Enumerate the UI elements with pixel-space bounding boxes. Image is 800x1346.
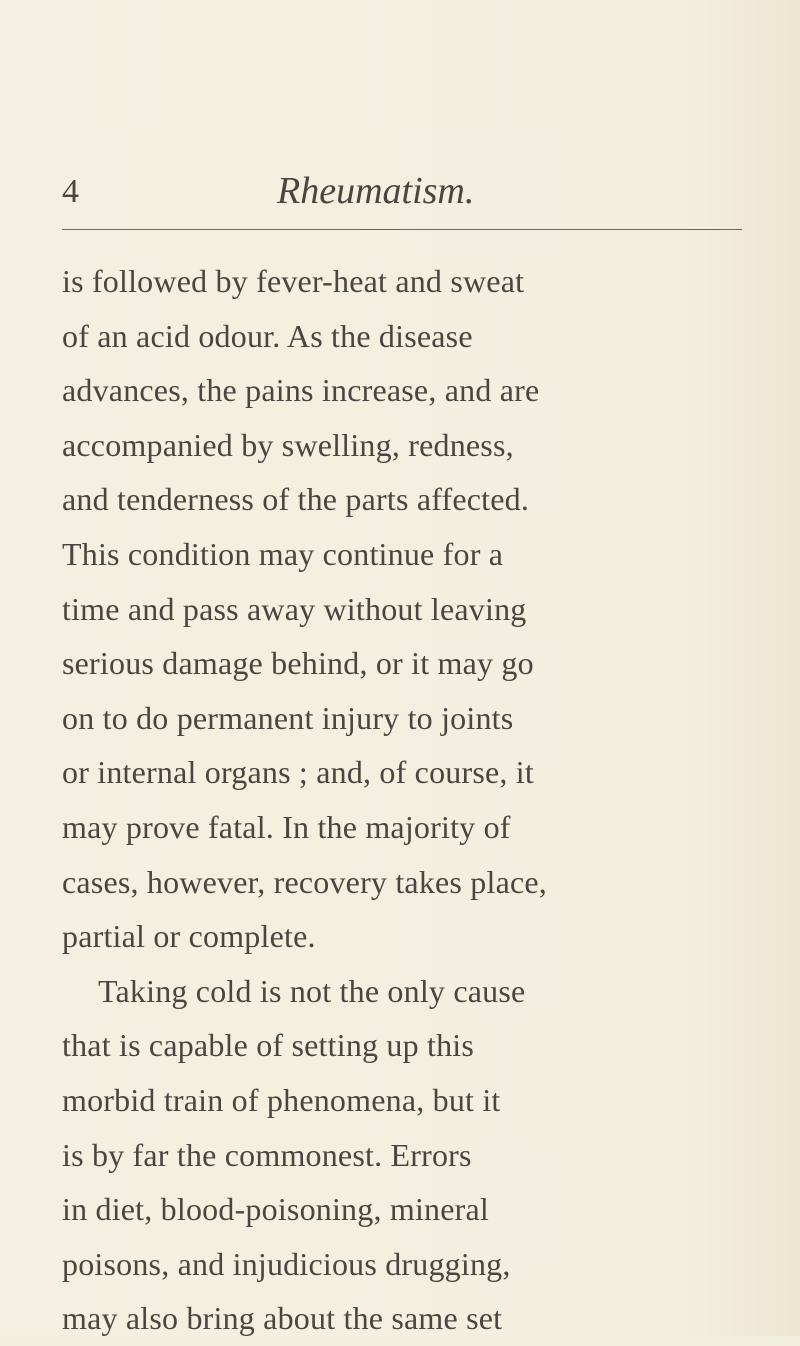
text-line: is followed by fever-heat and sweat — [62, 263, 525, 299]
text-line: time and pass away without leaving — [62, 590, 527, 627]
text-line: serious damage behind, or it may go — [62, 645, 534, 682]
text-line: and tenderness of the parts affected. — [62, 481, 530, 518]
running-title: Rheumatism. — [277, 170, 475, 212]
text-line: advances, the pains increase, and are — [62, 372, 540, 409]
text-line: in diet, blood-poisoning, mineral — [62, 1191, 489, 1228]
page-number: 4 — [62, 173, 79, 210]
text-line: may prove fatal. In the majority of — [62, 808, 511, 845]
text-line: or internal organs ; and, of course, it — [62, 754, 534, 791]
text-line: may also bring about the same set — [62, 1300, 503, 1337]
text-line: on to do permanent injury to joints — [62, 699, 514, 736]
text-line: that is capable of setting up this — [62, 1027, 475, 1064]
text-line: This condition may continue for a — [62, 535, 504, 572]
body-text — [62, 254, 752, 1346]
text-line: is by far the commonest. Errors — [62, 1136, 472, 1173]
header-rule — [62, 229, 742, 230]
text-line: morbid train of phenomena, but it — [62, 1081, 501, 1118]
text-line: poisons, and injudicious drugging, — [62, 1245, 511, 1282]
text-line: cases, however, recovery takes place, — [62, 863, 547, 900]
page-header — [62, 170, 742, 220]
text-line: accompanied by swelling, redness, — [62, 426, 514, 463]
text-line: partial or complete. — [62, 918, 316, 955]
paragraph-start-line: Taking cold is not the only cause — [98, 972, 526, 1009]
text-line: of an acid odour. As the disease — [62, 317, 473, 354]
